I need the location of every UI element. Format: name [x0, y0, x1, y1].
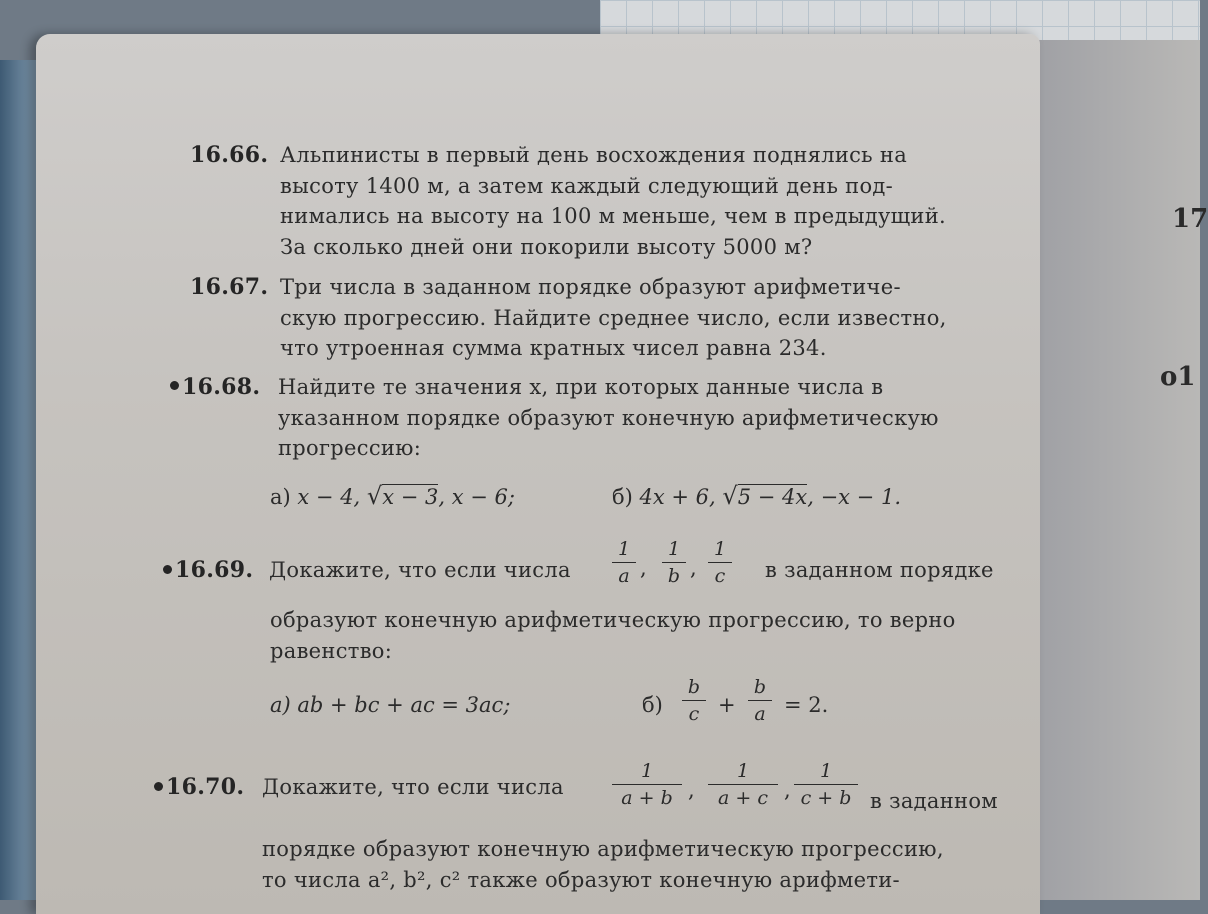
expression: , −x − 1.: [807, 485, 901, 509]
sqrt-icon: √: [366, 482, 383, 510]
denominator: a: [618, 565, 630, 587]
part-label: б): [612, 485, 633, 509]
problem-number: 16.67.: [190, 274, 269, 300]
denominator: b: [667, 565, 681, 587]
numerator: b: [753, 676, 767, 698]
problem-number: 16.68.: [182, 374, 261, 400]
fraction: [708, 538, 732, 587]
part-a: а) ab + bc + ac = 3ac;: [270, 693, 511, 717]
numerator: 1: [667, 538, 681, 560]
numerator: 1: [736, 760, 750, 782]
problem-text-line: нимались на высоту на 100 м меньше, чем в предыдущий.: [280, 204, 946, 228]
problem-number: 16.66.: [190, 142, 269, 168]
problem-text-line: то числа a², b², c² также образуют конечную арифмети-: [262, 867, 900, 892]
numerator: 1: [640, 760, 654, 782]
comma: ,: [688, 778, 695, 802]
background-right-page: [1020, 40, 1200, 900]
expression: = 2.: [784, 693, 829, 717]
problem-text-line: Три числа в заданном порядке образуют арифметиче-: [280, 275, 901, 299]
problem-text-line: Докажите, что если числа: [269, 558, 571, 582]
radicand: x − 3: [382, 485, 439, 509]
radicand: 5 − 4x: [737, 485, 808, 509]
problem-text-line: скую прогрессию. Найдите среднее число, если известно,: [280, 305, 947, 330]
problem-text-line: что утроенная сумма кратных чисел равна 234.: [280, 336, 827, 360]
problem-text-line: в заданном: [870, 789, 998, 813]
problem-text-line: порядке образуют конечную арифметическую прогрессию,: [262, 837, 944, 861]
numerator: 1: [617, 538, 631, 560]
right-page-fragment: 17: [1172, 204, 1208, 234]
denominator: a: [754, 703, 766, 725]
denominator: c: [714, 565, 726, 587]
problem-text-line: указанном порядке образуют конечную арифметическую: [278, 405, 939, 430]
expression: x − 4,: [297, 485, 361, 509]
denominator: c + b: [800, 787, 852, 809]
problem-text-line: высоту 1400 м, а затем каждый следующий день под-: [280, 173, 894, 198]
part-label: а): [270, 485, 291, 509]
problem-text-line: За сколько дней они покорили высоту 5000 м?: [280, 234, 813, 259]
part-b: [612, 482, 901, 510]
fraction: [682, 676, 706, 725]
hard-problem-bullet: [154, 782, 163, 791]
plus-sign: +: [718, 693, 736, 717]
comma: ,: [640, 556, 647, 580]
numerator: 1: [713, 538, 727, 560]
denominator: c: [688, 703, 700, 725]
numerator: 1: [819, 760, 833, 782]
problem-text-line: равенство:: [270, 638, 393, 663]
part-a: [270, 482, 515, 510]
problem-text-line: образуют конечную арифметическую прогрессию, то верно: [270, 608, 956, 632]
problem-number: 16.69.: [175, 557, 254, 583]
denominator: a + c: [718, 787, 768, 809]
fraction: [612, 538, 636, 587]
problem-text-line: Найдите те значения x, при которых данные числа в: [278, 375, 884, 399]
sqrt-icon: √: [722, 482, 738, 510]
expression: 4x + 6,: [639, 485, 716, 509]
comma: ,: [690, 556, 697, 580]
problem-16-69-continuation: [270, 605, 1030, 666]
hard-problem-bullet: [163, 565, 172, 574]
denominator: a + b: [621, 787, 673, 809]
problem-number: 16.70.: [166, 774, 245, 800]
comma: ,: [784, 778, 791, 802]
hard-problem-bullet: [170, 381, 179, 390]
problem-text-line: Докажите, что если числа: [262, 775, 564, 799]
fraction: [748, 676, 772, 725]
expression: , x − 6;: [438, 485, 515, 509]
problem-16-70-continuation: [262, 834, 1022, 895]
fraction: [794, 760, 858, 809]
fraction: [708, 760, 778, 809]
fraction: [662, 538, 686, 587]
problem-text-line: прогрессию:: [278, 436, 422, 460]
problem-text-line: Альпинисты в первый день восхождения поднялись на: [280, 143, 908, 167]
fraction: [612, 760, 682, 809]
numerator: b: [687, 676, 701, 698]
part-label: б): [642, 693, 663, 717]
right-page-fragment: o1: [1160, 362, 1196, 392]
problem-text-line: в заданном порядке: [765, 558, 994, 582]
